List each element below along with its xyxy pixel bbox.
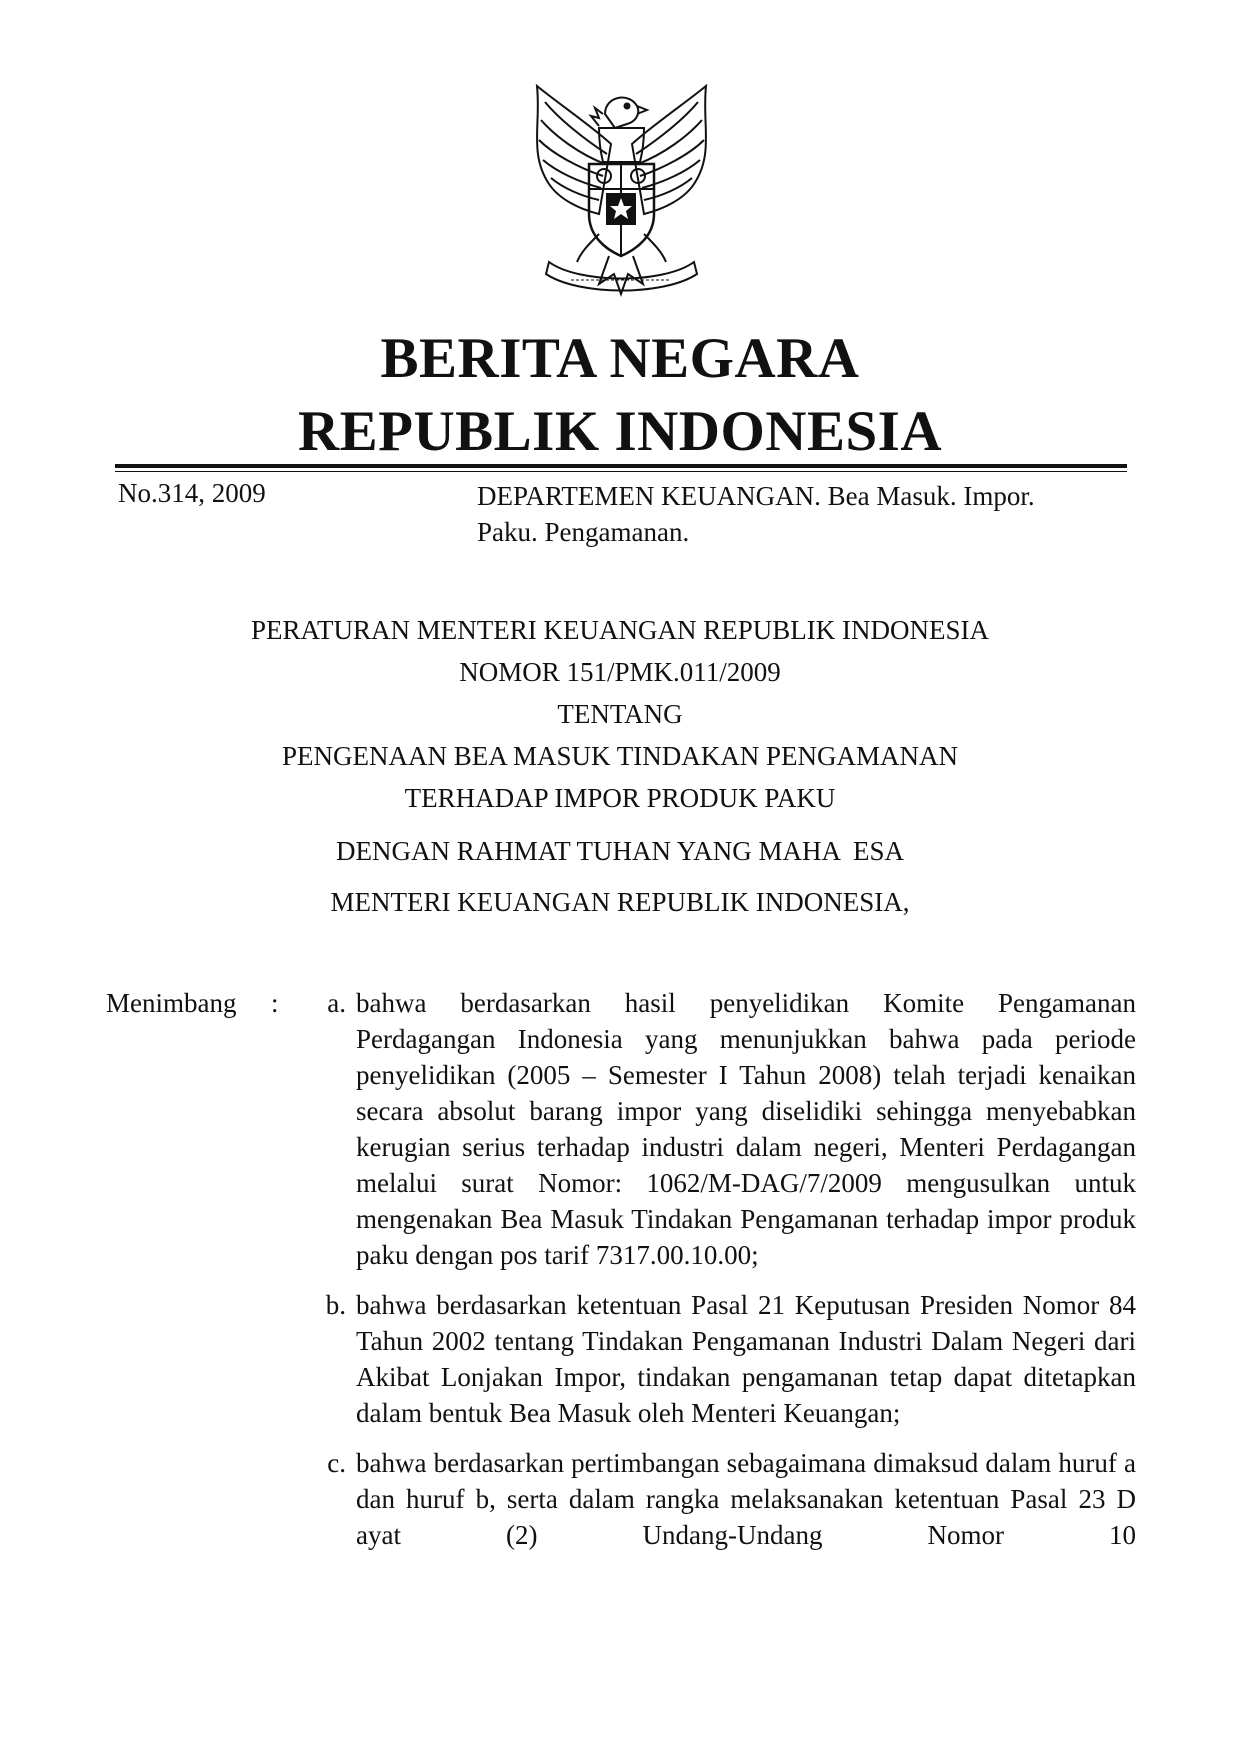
- masthead-rule-thin: [115, 471, 1127, 472]
- issuing-authority: MENTERI KEUANGAN REPUBLIK INDONESIA,: [330, 887, 910, 917]
- gazette-subject-line2: Paku. Pengamanan.: [477, 517, 690, 547]
- masthead-rule: [115, 464, 1127, 468]
- regulation-number: NOMOR 151/PMK.011/2009: [459, 657, 781, 687]
- regulation-subject-line2: TERHADAP IMPOR PRODUK PAKU: [404, 783, 836, 813]
- gazette-subject-line1: DEPARTEMEN KEUANGAN. Bea Masuk. Impor.: [477, 481, 1035, 511]
- item-letter: a.: [327, 988, 346, 1018]
- gazette-subject: [477, 478, 1132, 550]
- regulation-subject-line1: PENGENAAN BEA MASUK TINDAKAN PENGAMANAN: [281, 741, 958, 771]
- gazette-number: No.314, 2009: [118, 478, 266, 508]
- masthead-title-line2: REPUBLIK INDONESIA: [297, 400, 943, 463]
- garuda-emblem-icon: [519, 84, 724, 299]
- item-text: bahwa berdasarkan pertimbangan sebagaimana dimaksud dalam huruf a dan huruf b, serta dalam rangka melaksanakan ketentuan Pasal 23 D ayat (2) Undang-Undang Nomor 10: [356, 1448, 1136, 1550]
- opening-phrase: DENGAN RAHMAT TUHAN YANG MAHA ESA: [335, 836, 905, 866]
- regulation-title: [115, 609, 1125, 819]
- regulation-title-line1: PERATURAN MENTERI KEUANGAN REPUBLIK INDONESIA: [251, 615, 989, 645]
- considering-item: [106, 985, 1136, 1273]
- considering-section: [106, 985, 1136, 1553]
- item-letter: b.: [325, 1290, 346, 1320]
- considering-label: Menimbang: [106, 988, 237, 1018]
- masthead-title-line1: BERITA NEGARA: [380, 327, 860, 390]
- considering-colon: :: [271, 988, 279, 1018]
- considering-item: [106, 1287, 1136, 1431]
- regulation-about: TENTANG: [557, 699, 683, 729]
- item-text: bahwa berdasarkan ketentuan Pasal 21 Keputusan Presiden Nomor 84 Tahun 2002 tentang Tindakan Pengamanan Industri Dalam Negeri dari Akibat Lonjakan Impor, tindakan pengamanan tetap dapat ditetapkan dalam bentuk Bea Masuk oleh Menteri Keuangan;: [356, 1290, 1136, 1428]
- item-text: bahwa berdasarkan hasil penyelidikan Komite Pengamanan Perdagangan Indonesia yang menunjukkan bahwa pada periode penyelidikan (2005 – Semester I Tahun 2008) telah terjadi kenaikan secara absolut barang impor yang diselidiki sehingga menyebabkan kerugian serius terhadap industri dalam negeri, Menteri Perdagangan melalui surat Nomor: 1062/M-DAG/7/2009 mengusulkan untuk mengenakan Bea Masuk Tindakan Pengamanan terhadap impor produk paku dengan pos tarif 7317.00.10.00;: [356, 988, 1136, 1270]
- considering-item: [106, 1445, 1136, 1553]
- item-letter: c.: [327, 1448, 346, 1478]
